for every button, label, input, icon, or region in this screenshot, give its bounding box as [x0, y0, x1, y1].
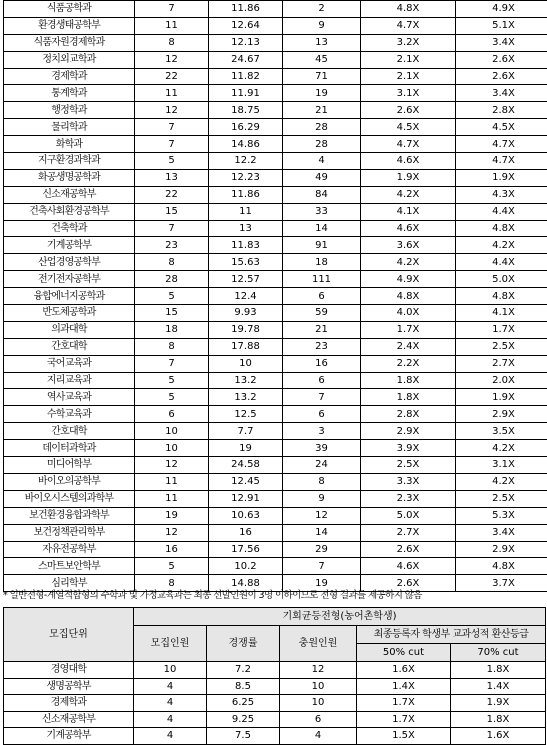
table-row — [4, 1, 547, 18]
header-quota: 모집인원 — [134, 626, 207, 662]
value-cell: 4.6X — [361, 558, 456, 575]
value-cell: 7 — [135, 1, 209, 18]
value-cell: 2.4X — [361, 338, 456, 355]
value-cell: 14 — [283, 220, 361, 237]
table-row — [4, 119, 547, 136]
value-cell: 3.2X — [361, 34, 456, 51]
table-row — [4, 473, 547, 490]
value-cell: 2.0X — [456, 372, 547, 389]
unit-name-cell: 보건환경융합과학부 — [4, 507, 135, 524]
value-cell: 7 — [135, 220, 209, 237]
value-cell: 4.8X — [456, 558, 547, 575]
value-cell: 1.4X — [357, 678, 451, 695]
value-cell: 19 — [135, 507, 209, 524]
rural-admission-table — [3, 607, 546, 745]
value-cell: 7 — [135, 119, 209, 136]
value-cell: 1.9X — [456, 169, 547, 186]
header-grade: 최종등록자 학생부 교과성적 환산등급 — [357, 626, 546, 644]
value-cell: 7.7 — [209, 423, 283, 440]
value-cell: 2.1X — [361, 51, 456, 68]
table-row — [4, 17, 547, 34]
unit-name-cell: 산업경영공학부 — [4, 254, 135, 271]
unit-name-cell: 환경생태공학부 — [4, 17, 135, 34]
value-cell: 24.67 — [209, 51, 283, 68]
unit-name-cell: 미디어학부 — [4, 457, 135, 474]
table-row — [4, 203, 547, 220]
unit-name-cell: 생명공학부 — [4, 678, 134, 695]
table-row — [4, 271, 547, 288]
value-cell: 7.5 — [207, 728, 280, 745]
table-row — [4, 440, 547, 457]
value-cell: 1.8X — [451, 662, 546, 679]
value-cell: 12.4 — [209, 288, 283, 305]
value-cell: 8 — [135, 254, 209, 271]
value-cell: 11.86 — [209, 1, 283, 18]
value-cell: 4.2X — [456, 473, 547, 490]
table-row — [4, 220, 547, 237]
value-cell: 6.25 — [207, 695, 280, 712]
value-cell: 2.5X — [361, 457, 456, 474]
value-cell: 19 — [283, 85, 361, 102]
value-cell: 4.1X — [456, 305, 547, 322]
value-cell: 7 — [135, 355, 209, 372]
unit-name-cell: 화공생명공학과 — [4, 169, 135, 186]
value-cell: 11.82 — [209, 68, 283, 85]
value-cell: 4.5X — [456, 119, 547, 136]
value-cell: 12 — [135, 524, 209, 541]
value-cell: 16 — [135, 541, 209, 558]
value-cell: 6 — [280, 711, 357, 728]
value-cell: 3.4X — [456, 524, 547, 541]
value-cell: 29 — [283, 541, 361, 558]
value-cell: 2.3X — [361, 490, 456, 507]
value-cell: 3.9X — [361, 440, 456, 457]
value-cell: 18 — [135, 321, 209, 338]
value-cell: 1.9X — [456, 389, 547, 406]
value-cell: 2.2X — [361, 355, 456, 372]
value-cell: 11 — [135, 490, 209, 507]
value-cell: 18 — [283, 254, 361, 271]
value-cell: 8 — [135, 575, 209, 592]
table-row — [4, 51, 547, 68]
value-cell: 3.1X — [361, 85, 456, 102]
value-cell: 1.8X — [361, 372, 456, 389]
value-cell: 10 — [134, 662, 207, 679]
value-cell: 91 — [283, 237, 361, 254]
value-cell: 12.57 — [209, 271, 283, 288]
unit-name-cell: 건축사회환경공학부 — [4, 203, 135, 220]
table-row — [4, 102, 547, 119]
value-cell: 12 — [283, 507, 361, 524]
value-cell: 14 — [283, 524, 361, 541]
value-cell: 1.7X — [357, 711, 451, 728]
table-row — [4, 423, 547, 440]
value-cell: 5 — [135, 288, 209, 305]
value-cell: 4.8X — [361, 1, 456, 18]
value-cell: 9.25 — [207, 711, 280, 728]
value-cell: 7.2 — [207, 662, 280, 679]
value-cell: 18.75 — [209, 102, 283, 119]
value-cell: 4.5X — [361, 119, 456, 136]
unit-name-cell: 간호대학 — [4, 423, 135, 440]
value-cell: 33 — [283, 203, 361, 220]
value-cell: 5.3X — [456, 507, 547, 524]
unit-name-cell: 기계공학부 — [4, 728, 134, 745]
footnote: * 일반전형-계열적합형의 수학과 및 가정교육과는 최종 선발인원이 3명 이하이므로 전형 결과를 제공하지 않음 — [3, 590, 422, 601]
value-cell: 1.6X — [451, 728, 546, 745]
table-row — [4, 355, 547, 372]
value-cell: 11 — [135, 85, 209, 102]
table-row — [4, 254, 547, 271]
value-cell: 6 — [283, 372, 361, 389]
unit-name-cell: 신소재공학부 — [4, 186, 135, 203]
unit-name-cell: 반도체공학과 — [4, 305, 135, 322]
unit-name-cell: 기계공학부 — [4, 237, 135, 254]
unit-name-cell: 경영대학 — [4, 662, 134, 679]
table-row — [4, 34, 547, 51]
value-cell: 12 — [135, 457, 209, 474]
value-cell: 2.5X — [456, 490, 547, 507]
table-row — [4, 711, 546, 728]
value-cell: 1.7X — [456, 321, 547, 338]
value-cell: 4.7X — [456, 153, 547, 170]
value-cell: 4 — [134, 695, 207, 712]
value-cell: 4.6X — [361, 153, 456, 170]
value-cell: 45 — [283, 51, 361, 68]
value-cell: 9 — [283, 490, 361, 507]
value-cell: 4 — [134, 728, 207, 745]
value-cell: 15 — [135, 305, 209, 322]
value-cell: 5.0X — [456, 271, 547, 288]
value-cell: 12.5 — [209, 406, 283, 423]
value-cell: 49 — [283, 169, 361, 186]
header-50-cut: 50% cut — [357, 644, 451, 662]
value-cell: 23 — [283, 338, 361, 355]
table-row — [4, 524, 547, 541]
value-cell: 5 — [135, 153, 209, 170]
value-cell: 3.1X — [456, 457, 547, 474]
unit-name-cell: 경제학과 — [4, 695, 134, 712]
unit-name-cell: 바이오의공학부 — [4, 473, 135, 490]
value-cell: 13 — [283, 34, 361, 51]
value-cell: 5 — [135, 558, 209, 575]
value-cell: 12.91 — [209, 490, 283, 507]
table-row — [4, 457, 547, 474]
value-cell: 2.7X — [361, 524, 456, 541]
value-cell: 4.9X — [456, 1, 547, 18]
unit-name-cell: 수학교육과 — [4, 406, 135, 423]
value-cell: 17.88 — [209, 338, 283, 355]
unit-name-cell: 화학과 — [4, 136, 135, 153]
value-cell: 14.86 — [209, 136, 283, 153]
value-cell: 7 — [283, 389, 361, 406]
table-row — [4, 507, 547, 524]
unit-name-cell: 간호대학 — [4, 338, 135, 355]
value-cell: 4.3X — [456, 186, 547, 203]
value-cell: 4 — [283, 153, 361, 170]
value-cell: 4.8X — [456, 288, 547, 305]
value-cell: 2.6X — [361, 541, 456, 558]
value-cell: 28 — [135, 271, 209, 288]
unit-name-cell: 식품공학과 — [4, 1, 135, 18]
value-cell: 2.9X — [456, 541, 547, 558]
value-cell: 11 — [135, 473, 209, 490]
value-cell: 2.7X — [456, 355, 547, 372]
value-cell: 24.58 — [209, 457, 283, 474]
unit-name-cell: 정치외교학과 — [4, 51, 135, 68]
value-cell: 28 — [283, 136, 361, 153]
value-cell: 59 — [283, 305, 361, 322]
value-cell: 7 — [135, 136, 209, 153]
value-cell: 3.4X — [456, 34, 547, 51]
value-cell: 28 — [283, 119, 361, 136]
table-row — [4, 321, 547, 338]
value-cell: 4.7X — [361, 136, 456, 153]
value-cell: 12.23 — [209, 169, 283, 186]
value-cell: 14.88 — [209, 575, 283, 592]
value-cell: 1.7X — [357, 695, 451, 712]
value-cell: 13.2 — [209, 372, 283, 389]
table-row — [4, 68, 547, 85]
value-cell: 4 — [280, 728, 357, 745]
value-cell: 3.3X — [361, 473, 456, 490]
unit-name-cell: 지구환경과학과 — [4, 153, 135, 170]
unit-name-cell: 보건정책관리학부 — [4, 524, 135, 541]
unit-name-cell: 통계학과 — [4, 85, 135, 102]
value-cell: 9 — [283, 17, 361, 34]
header-group: 기회균등전형(농어촌학생) — [134, 608, 546, 626]
value-cell: 5.1X — [456, 17, 547, 34]
value-cell: 2.6X — [456, 68, 547, 85]
value-cell: 6 — [283, 288, 361, 305]
value-cell: 2.6X — [361, 575, 456, 592]
unit-name-cell: 융합에너지공학과 — [4, 288, 135, 305]
value-cell: 12 — [135, 51, 209, 68]
value-cell: 2.9X — [361, 423, 456, 440]
value-cell: 39 — [283, 440, 361, 457]
value-cell: 16 — [283, 355, 361, 372]
unit-name-cell: 데이터과학과 — [4, 440, 135, 457]
table-row — [4, 490, 547, 507]
unit-name-cell: 전기전자공학부 — [4, 271, 135, 288]
header-ratio: 경쟁률 — [207, 626, 280, 662]
unit-name-cell: 건축학과 — [4, 220, 135, 237]
value-cell: 12.13 — [209, 34, 283, 51]
value-cell: 15.63 — [209, 254, 283, 271]
value-cell: 12 — [135, 102, 209, 119]
value-cell: 84 — [283, 186, 361, 203]
value-cell: 2.8X — [456, 102, 547, 119]
table-row — [4, 558, 547, 575]
value-cell: 10 — [280, 678, 357, 695]
value-cell: 1.5X — [357, 728, 451, 745]
value-cell: 2.1X — [361, 68, 456, 85]
value-cell: 1.9X — [361, 169, 456, 186]
value-cell: 4.9X — [361, 271, 456, 288]
table-row — [4, 541, 547, 558]
value-cell: 11 — [209, 203, 283, 220]
unit-name-cell: 국어교육과 — [4, 355, 135, 372]
table-row — [4, 662, 546, 679]
value-cell: 1.8X — [361, 389, 456, 406]
value-cell: 4.4X — [456, 203, 547, 220]
value-cell: 12 — [280, 662, 357, 679]
value-cell: 1.8X — [451, 711, 546, 728]
table-row — [4, 728, 546, 745]
value-cell: 1.4X — [451, 678, 546, 695]
value-cell: 2.6X — [456, 51, 547, 68]
table-row — [4, 288, 547, 305]
value-cell: 4.1X — [361, 203, 456, 220]
general-admission-table — [3, 0, 547, 592]
value-cell: 4.0X — [361, 305, 456, 322]
value-cell: 24 — [283, 457, 361, 474]
value-cell: 15 — [135, 203, 209, 220]
value-cell: 2.8X — [361, 406, 456, 423]
table-row — [4, 186, 547, 203]
header-extra: 충원인원 — [280, 626, 357, 662]
value-cell: 10 — [135, 423, 209, 440]
value-cell: 2.5X — [456, 338, 547, 355]
value-cell: 8 — [135, 34, 209, 51]
value-cell: 10 — [135, 440, 209, 457]
unit-name-cell: 지리교육과 — [4, 372, 135, 389]
table-row — [4, 406, 547, 423]
value-cell: 4.8X — [456, 220, 547, 237]
value-cell: 3.6X — [361, 237, 456, 254]
value-cell: 5 — [135, 372, 209, 389]
value-cell: 11.91 — [209, 85, 283, 102]
value-cell: 21 — [283, 102, 361, 119]
unit-name-cell: 신소재공학부 — [4, 711, 134, 728]
value-cell: 4.6X — [361, 220, 456, 237]
table-row — [4, 153, 547, 170]
value-cell: 2.9X — [456, 406, 547, 423]
value-cell: 4.2X — [361, 186, 456, 203]
value-cell: 10.63 — [209, 507, 283, 524]
value-cell: 10 — [209, 355, 283, 372]
value-cell: 12.2 — [209, 153, 283, 170]
value-cell: 17.56 — [209, 541, 283, 558]
table-row — [4, 136, 547, 153]
value-cell: 11 — [135, 17, 209, 34]
value-cell: 6 — [135, 406, 209, 423]
value-cell: 3.7X — [456, 575, 547, 592]
unit-name-cell: 역사교육과 — [4, 389, 135, 406]
value-cell: 16.29 — [209, 119, 283, 136]
value-cell: 22 — [135, 186, 209, 203]
value-cell: 23 — [135, 237, 209, 254]
value-cell: 19.78 — [209, 321, 283, 338]
value-cell: 12.64 — [209, 17, 283, 34]
value-cell: 2.6X — [361, 102, 456, 119]
unit-name-cell: 식품자원경제학과 — [4, 34, 135, 51]
table-row — [4, 695, 546, 712]
value-cell: 4 — [134, 678, 207, 695]
value-cell: 1.6X — [357, 662, 451, 679]
unit-name-cell: 의과대학 — [4, 321, 135, 338]
value-cell: 10.2 — [209, 558, 283, 575]
value-cell: 111 — [283, 271, 361, 288]
value-cell: 5.0X — [361, 507, 456, 524]
value-cell: 12.45 — [209, 473, 283, 490]
value-cell: 4 — [134, 711, 207, 728]
table-row — [4, 237, 547, 254]
value-cell: 6 — [283, 406, 361, 423]
value-cell: 19 — [283, 575, 361, 592]
value-cell: 11.83 — [209, 237, 283, 254]
unit-name-cell: 행정학과 — [4, 102, 135, 119]
unit-name-cell: 스마트보안학부 — [4, 558, 135, 575]
value-cell: 4.8X — [361, 288, 456, 305]
value-cell: 4.7X — [361, 17, 456, 34]
value-cell: 13 — [135, 169, 209, 186]
value-cell: 13.2 — [209, 389, 283, 406]
unit-name-cell: 바이오시스템의과학부 — [4, 490, 135, 507]
value-cell: 8 — [283, 473, 361, 490]
value-cell: 19 — [209, 440, 283, 457]
table-row — [4, 169, 547, 186]
value-cell: 16 — [209, 524, 283, 541]
value-cell: 1.9X — [451, 695, 546, 712]
value-cell: 8.5 — [207, 678, 280, 695]
value-cell: 2 — [283, 1, 361, 18]
unit-name-cell: 경제학과 — [4, 68, 135, 85]
unit-name-cell: 물리학과 — [4, 119, 135, 136]
value-cell: 4.2X — [456, 440, 547, 457]
value-cell: 5 — [135, 389, 209, 406]
unit-name-cell: 자유전공학부 — [4, 541, 135, 558]
value-cell: 8 — [135, 338, 209, 355]
value-cell: 22 — [135, 68, 209, 85]
value-cell: 10 — [280, 695, 357, 712]
value-cell: 7 — [283, 558, 361, 575]
value-cell: 13 — [209, 220, 283, 237]
table-row — [4, 85, 547, 102]
header-70-cut: 70% cut — [451, 644, 546, 662]
value-cell: 4.2X — [456, 237, 547, 254]
value-cell: 4.7X — [456, 136, 547, 153]
table-row — [4, 338, 547, 355]
table-row — [4, 678, 546, 695]
value-cell: 21 — [283, 321, 361, 338]
table-row — [4, 305, 547, 322]
header-unit: 모집단위 — [4, 608, 134, 662]
table-row — [4, 372, 547, 389]
table-row — [4, 389, 547, 406]
value-cell: 4.4X — [456, 254, 547, 271]
value-cell: 3 — [283, 423, 361, 440]
unit-name-cell: 심리학부 — [4, 575, 135, 592]
value-cell: 3.5X — [456, 423, 547, 440]
value-cell: 3.4X — [456, 85, 547, 102]
value-cell: 11.86 — [209, 186, 283, 203]
value-cell: 1.7X — [361, 321, 456, 338]
value-cell: 9.93 — [209, 305, 283, 322]
value-cell: 4.2X — [361, 254, 456, 271]
value-cell: 71 — [283, 68, 361, 85]
